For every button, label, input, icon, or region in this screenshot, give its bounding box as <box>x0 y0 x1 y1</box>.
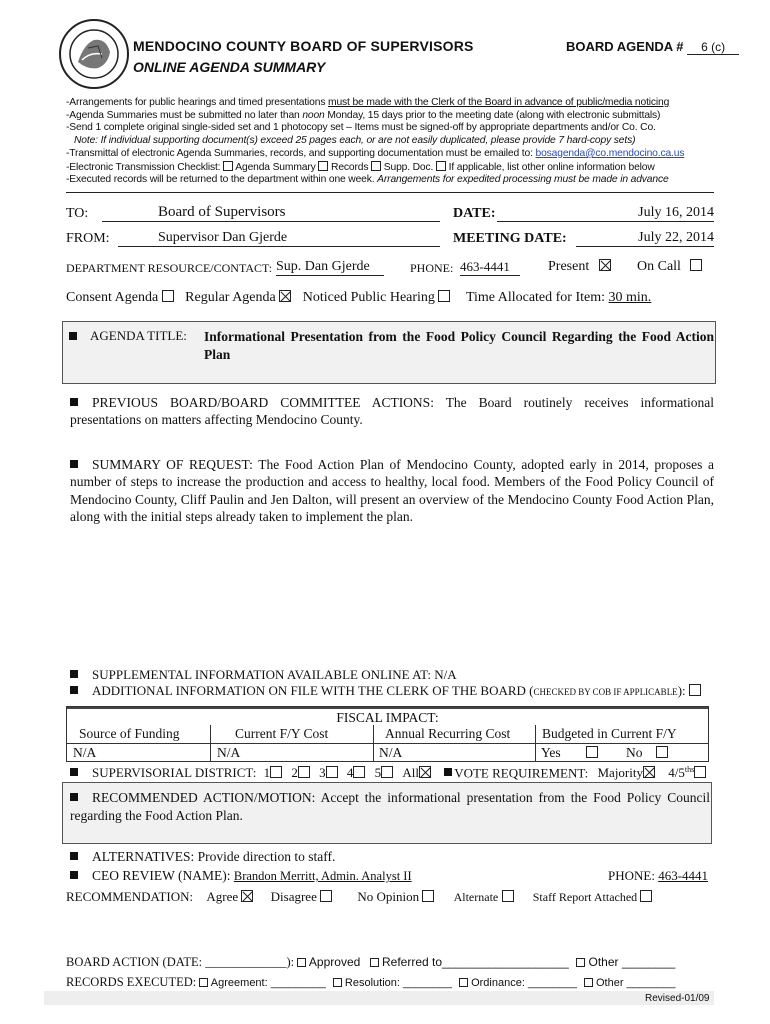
fiscal-header-source: Source of Funding <box>79 726 180 741</box>
instruction-line-7: -Executed records will be returned to the department within one week. Arrangements for expedited processing must be made in advance <box>66 174 669 186</box>
phone-field[interactable]: 463-4441 <box>460 259 520 276</box>
agenda-title-label: AGENDA TITLE: <box>90 328 187 343</box>
agenda-title-value[interactable]: Informational Presentation from the Food Policy Council Regarding the Food Action Plan <box>204 329 714 362</box>
present-option: Present <box>548 259 611 275</box>
board-agenda-value[interactable]: 6 (c) <box>687 40 739 55</box>
recommend-disagree-checkbox[interactable] <box>320 890 332 902</box>
district-3-checkbox[interactable] <box>326 766 338 778</box>
recommend-agree-checkbox[interactable] <box>241 890 253 902</box>
resolution-checkbox[interactable] <box>333 978 342 987</box>
dept-label: DEPARTMENT RESOURCE/CONTACT: <box>66 261 273 275</box>
to-field[interactable]: Board of Supervisors <box>102 204 440 222</box>
instruction-line-1: -Arrangements for public hearings and timed presentations must be made with the Clerk of the Board in advance of public/media noticing <box>66 97 670 108</box>
supervisorial-district: SUPERVISORIAL DISTRICT: 1 2 3 4 5 All VOTE REQUIREMENT: Majority $4/5^{ths}$ <box>70 765 706 781</box>
agenda-title-bullet <box>69 329 83 345</box>
supplemental-value[interactable]: N/A <box>434 667 457 682</box>
checklist-supp-checkbox[interactable] <box>371 161 381 171</box>
previous-actions: PREVIOUS BOARD/BOARD COMMITTEE ACTIONS: The Board routinely receives informational presentations on matters affecting Mendocino County. <box>70 395 714 427</box>
checklist-records-checkbox[interactable] <box>318 161 328 171</box>
revised-date: Revised-01/09 <box>645 993 710 1004</box>
recommend-no-opinion-checkbox[interactable] <box>422 890 434 902</box>
meeting-date-field[interactable]: July 22, 2014 <box>576 230 714 247</box>
records-other-checkbox[interactable] <box>584 978 593 987</box>
district-4-checkbox[interactable] <box>353 766 365 778</box>
four-fifths-checkbox[interactable] <box>694 766 706 778</box>
fiscal-value-annual[interactable]: N/A <box>379 745 403 760</box>
staff-report-checkbox[interactable] <box>640 890 652 902</box>
ceo-phone: PHONE: 463-4441 <box>608 868 709 883</box>
board-other-checkbox[interactable] <box>576 958 585 967</box>
alternatives-value[interactable]: Provide direction to staff. <box>197 849 336 864</box>
ordinance-checkbox[interactable] <box>459 978 468 987</box>
summary-of-request: SUMMARY OF REQUEST: The Food Action Plan of Mendocino County, adopted early in 2014, proposes a number of steps to increase the production and access to healthy, local food. Members of the Food Policy Council of Mendocino County, Cliff Paulin and Jen Dalton, will present an overview of the Mendocino County Food Action Plan, along with the initial steps already taken to implement the plan. <box>70 457 715 525</box>
instructions-divider <box>66 192 714 193</box>
fiscal-budgeted-no: No <box>626 745 668 761</box>
footer-bar <box>44 991 714 1005</box>
to-label: TO: <box>66 206 89 221</box>
budgeted-yes-checkbox[interactable] <box>586 746 598 758</box>
board-action-row: BOARD ACTION (DATE: _____________): Approved Referred to___________________ Other ________ <box>66 955 676 969</box>
oncall-option: On Call <box>637 259 702 275</box>
agenda-type-row: Consent Agenda Regular Agenda Noticed Public Hearing Time Allocated for Item: 30 min. <box>66 290 652 305</box>
phone-label: PHONE: <box>410 261 454 275</box>
fiscal-header-budgeted: Budgeted in Current F/Y <box>542 726 677 741</box>
recommended-action-value[interactable]: Accept the informational presentation from the Food Policy Council regarding the Food Action Plan. <box>70 790 710 823</box>
checklist-other-checkbox[interactable] <box>436 161 446 171</box>
fiscal-value-current[interactable]: N/A <box>217 745 241 760</box>
ceo-phone-value[interactable]: 463-4441 <box>658 868 709 883</box>
date-label: DATE: <box>453 206 496 221</box>
instruction-line-6: -Electronic Transmission Checklist: Agenda Summary Records Supp. Doc. If applicable, list other online information below <box>66 161 655 173</box>
county-seal <box>58 18 130 90</box>
budgeted-no-checkbox[interactable] <box>656 746 668 758</box>
dept-field[interactable]: Sup. Dan Gjerde <box>276 259 384 276</box>
bos-email-link[interactable]: bosagenda@co.mendocino.ca.us <box>535 147 685 159</box>
recommendation-row: RECOMMENDATION: Agree Disagree No Opinion Alternate Staff Report Attached <box>66 889 652 905</box>
referred-checkbox[interactable] <box>370 958 379 967</box>
header-title: MENDOCINO COUNTY BOARD OF SUPERVISORS <box>133 38 474 54</box>
agreement-checkbox[interactable] <box>199 978 208 987</box>
fiscal-header-annual: Annual Recurring Cost <box>385 726 511 741</box>
district-5-checkbox[interactable] <box>381 766 393 778</box>
regular-agenda-checkbox[interactable] <box>279 290 291 302</box>
recommend-alternate-checkbox[interactable] <box>502 890 514 902</box>
previous-actions-value[interactable]: The Board routinely receives informational presentations on matters affecting Mendocino County. <box>70 395 714 427</box>
instruction-line-5: -Transmittal of electronic Agenda Summaries, records, and supporting documentation must be emailed to: bosagenda@co.mendocino.ca.us <box>66 147 685 159</box>
records-executed-row: RECORDS EXECUTED: Agreement: _________ Resolution: ________ Ordinance: ________ Other ________ <box>66 975 676 989</box>
fiscal-impact-table <box>66 706 709 762</box>
noticed-hearing-checkbox[interactable] <box>438 290 450 302</box>
instructions-block <box>66 97 726 187</box>
board-agenda-number <box>566 39 739 55</box>
fiscal-value-source[interactable]: N/A <box>73 745 97 760</box>
consent-agenda-checkbox[interactable] <box>162 290 174 302</box>
ceo-review: CEO REVIEW (NAME): Brandon Merritt, Admin. Analyst II <box>70 868 412 884</box>
time-allocated-value[interactable]: 30 min. <box>608 290 652 305</box>
alternatives: ALTERNATIVES: Provide direction to staff. <box>70 849 335 865</box>
majority-checkbox[interactable] <box>643 766 655 778</box>
instruction-line-4: Note: If individual supporting document(s) exceed 25 pages each, or are not easily duplicated, please provide 7 hard-copy sets) <box>74 135 636 147</box>
from-label: FROM: <box>66 231 110 246</box>
present-checkbox[interactable] <box>599 259 611 271</box>
recommended-action: RECOMMENDED ACTION/MOTION: Accept the informational presentation from the Food Policy Council regarding the Food Action Plan. <box>70 790 710 823</box>
cob-checked-checkbox[interactable] <box>689 684 701 696</box>
date-field[interactable]: July 16, 2014 <box>497 205 714 222</box>
additional-info: ADDITIONAL INFORMATION ON FILE WITH THE CLERK OF THE BOARD (CHECKED BY COB IF APPLICABLE): <box>70 683 701 699</box>
district-all-checkbox[interactable] <box>419 766 431 778</box>
fiscal-impact-title: FISCAL IMPACT: <box>336 710 439 725</box>
from-field[interactable]: Supervisor Dan Gjerde <box>118 230 440 247</box>
district-2-checkbox[interactable] <box>298 766 310 778</box>
supplemental-info: SUPPLEMENTAL INFORMATION AVAILABLE ONLINE AT: N/A <box>70 667 457 683</box>
summary-value[interactable]: The Food Action Plan of Mendocino County, adopted early in 2014, proposes a number of steps to increase the production and access to healthy, local food. Members of the Food Policy Council of Mendocino County, Cliff Paulin and Jen Dalton, will present an overview of the Mendocino County Food Action Plan, along with the initial steps already taken to implement the plan. <box>70 457 715 525</box>
instruction-line-3: -Send 1 complete original single-sided set and 1 photocopy set – Items must be signed-off by appropriate departments and/or Co. Co. <box>66 122 656 134</box>
district-1-checkbox[interactable] <box>270 766 282 778</box>
oncall-checkbox[interactable] <box>690 259 702 271</box>
ceo-review-value[interactable]: Brandon Merritt, Admin. Analyst II <box>233 869 412 883</box>
meeting-date-label: MEETING DATE: <box>453 231 567 246</box>
board-agenda-label: BOARD AGENDA # <box>566 39 684 54</box>
fiscal-budgeted-yes: Yes <box>541 745 598 761</box>
checklist-agenda-checkbox[interactable] <box>223 161 233 171</box>
fiscal-header-current: Current F/Y Cost <box>235 726 329 741</box>
header-subtitle: ONLINE AGENDA SUMMARY <box>133 59 326 75</box>
instruction-line-2: -Agenda Summaries must be submitted no later than noon Monday, 15 days prior to the meeting date (along with electronic submittals) <box>66 109 661 121</box>
approved-checkbox[interactable] <box>297 958 306 967</box>
